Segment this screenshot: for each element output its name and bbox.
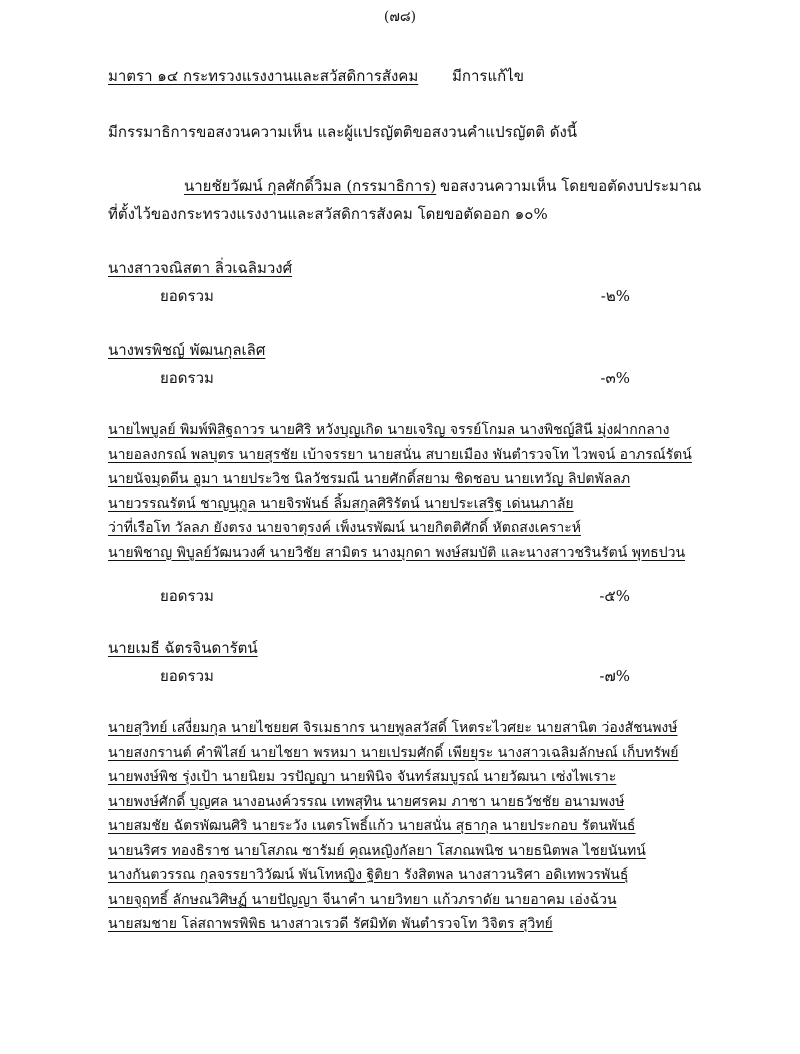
group-4-name: นายเมธี ฉัตรจินดารัตน์: [108, 639, 258, 657]
name-line: ว่าที่เรือโท วัลลภ ยังตรง นายจาตุรงค์ เพ็งนรพัฒน์ นายกิตติศักดิ์ หัตถสงเคราะห์: [108, 520, 581, 536]
name-line: นายสุวิทย์ เสงี่ยมกุล นายไชยยศ จิรเมธากร นายพูลสวัสดิ์ โหตระไวศยะ นายสานิต ว่องสัชนพงษ์: [108, 720, 678, 736]
total-label: ยอดรวม: [160, 667, 214, 685]
name-line: นายสงกรานต์ คำพิไสย์ นายไชยา พรหมา นายเปรมศักดิ์ เพียยุระ นางสาวเฉลิมลักษณ์ เก็บทรัพย์: [108, 744, 679, 761]
total-value: -๒%: [600, 287, 630, 305]
name-line: นายพงษ์ศักดิ์ บุญศล นางอนงค์วรรณ เทพสุทิน นายศรคม ภาชา นายธวัชชัย อนามพงษ์: [108, 793, 625, 810]
group-1-name: นางสาวจณิสตา ลิ่วเฉลิมวงศ์: [108, 259, 293, 277]
commissioner-name: นายชัยวัฒน์ กุลศักดิ์วิมล (กรรมาธิการ): [184, 177, 437, 195]
name-line: นายพงษ์พิช รุ่งเป้า นายนิยม วรปัญญา นายพินิจ จันทร์สมบูรณ์ นายวัฒนา เซ่งไพเราะ: [108, 769, 617, 785]
name-line: นายพิชาญ พิบูลย์วัฒนวงศ์ นายวิชัย สามิตร นางมุกดา พงษ์สมบัติ และนางสาวชรินรัตน์ พุทธปวน: [108, 544, 686, 561]
name-line: นางกันตวรรณ กุลจรรยาวิวัฒน์ พันโทหญิง ฐิติยา รังสิตพล นางสาวนริศา อดิเทพวรพันธุ์: [108, 867, 629, 883]
commissioner-text-line2: ที่ตั้งไว้ของกระทรวงแรงงานและสวัสดิการสังคม โดยขอตัดออก ๑๐%: [108, 205, 548, 223]
total-value: -๗%: [599, 667, 630, 685]
intro-text: มีกรรมาธิการขอสงวนความเห็น และผู้แปรญัตติขอสงวนคำแปรญัตติ ดังนี้: [108, 123, 578, 141]
page-number: (๗๘): [383, 9, 417, 25]
group-5-names: [108, 716, 678, 937]
total-label: ยอดรวม: [160, 587, 214, 605]
total-label: ยอดรวม: [160, 369, 214, 387]
name-line: นายสมชาย โล่สถาพรพิพิธ นางสาวเรวดี รัศมิทัต พันตำรวจโท วิจิตร สุวิทย์: [108, 916, 553, 932]
total-value: -๕%: [599, 587, 630, 605]
commissioner-text-line1: ขอสงวนความเห็น โดยขอตัดงบประมาณ: [440, 177, 702, 195]
name-line: นายนัจมุดดีน อูมา นายประวิช นิลวัชรมณี นายศักดิ์สยาม ชิดชอบ นายเทวัญ ลิปตพัลลภ: [108, 471, 631, 487]
group-2-name: นางพรพิชญ์ พัฒนกุลเลิศ: [108, 341, 266, 359]
name-line: นายอลงกรณ์ พลบุตร นายสุรชัย เบ้าจรรยา นายสนั่น สบายเมือง พันตำรวจโท ไวพจน์ อาภรณ์รัตน์: [108, 446, 692, 463]
group-3-names: [108, 418, 692, 565]
section-title: มาตรา ๑๔ กระทรวงแรงงานและสวัสดิการสังคม: [108, 67, 419, 85]
name-line: นายนริศร ทองธิราช นายโสภณ ซารัมย์ คุณหญิงกัลยา โสภณพนิช นายธนิตพล ไชยนันทน์: [108, 842, 646, 859]
total-value: -๓%: [600, 369, 630, 387]
name-line: นายสมชัย ฉัตรพัฒนศิริ นายระวัง เนตรโพธิ์แก้ว นายสนั่น สุธากุล นายประกอบ รัตนพันธ์: [108, 818, 636, 834]
total-label: ยอดรวม: [160, 287, 214, 305]
name-line: นายจุฤทธิ์ ลักษณวิศิษฏ์ นายปัญญา จีนาคำ นายวิทยา แก้วภราดัย นายอาคม เอ่งฉ้วน: [108, 891, 617, 908]
section-status: มีการแก้ไข: [452, 67, 524, 85]
name-line: นายวรรณรัตน์ ชาญนุกูล นายจิรพันธ์ ลิ้มสกุลศิริรัตน์ นายประเสริฐ เด่นนภาลัย: [108, 495, 574, 512]
name-line: นายไพบูลย์ พิมพ์พิสิฐถาวร นายศิริ หวังบุญเกิด นายเจริญ จรรย์โกมล นางพิชญ์สินี มุ่งฝากกลาง: [108, 422, 670, 438]
